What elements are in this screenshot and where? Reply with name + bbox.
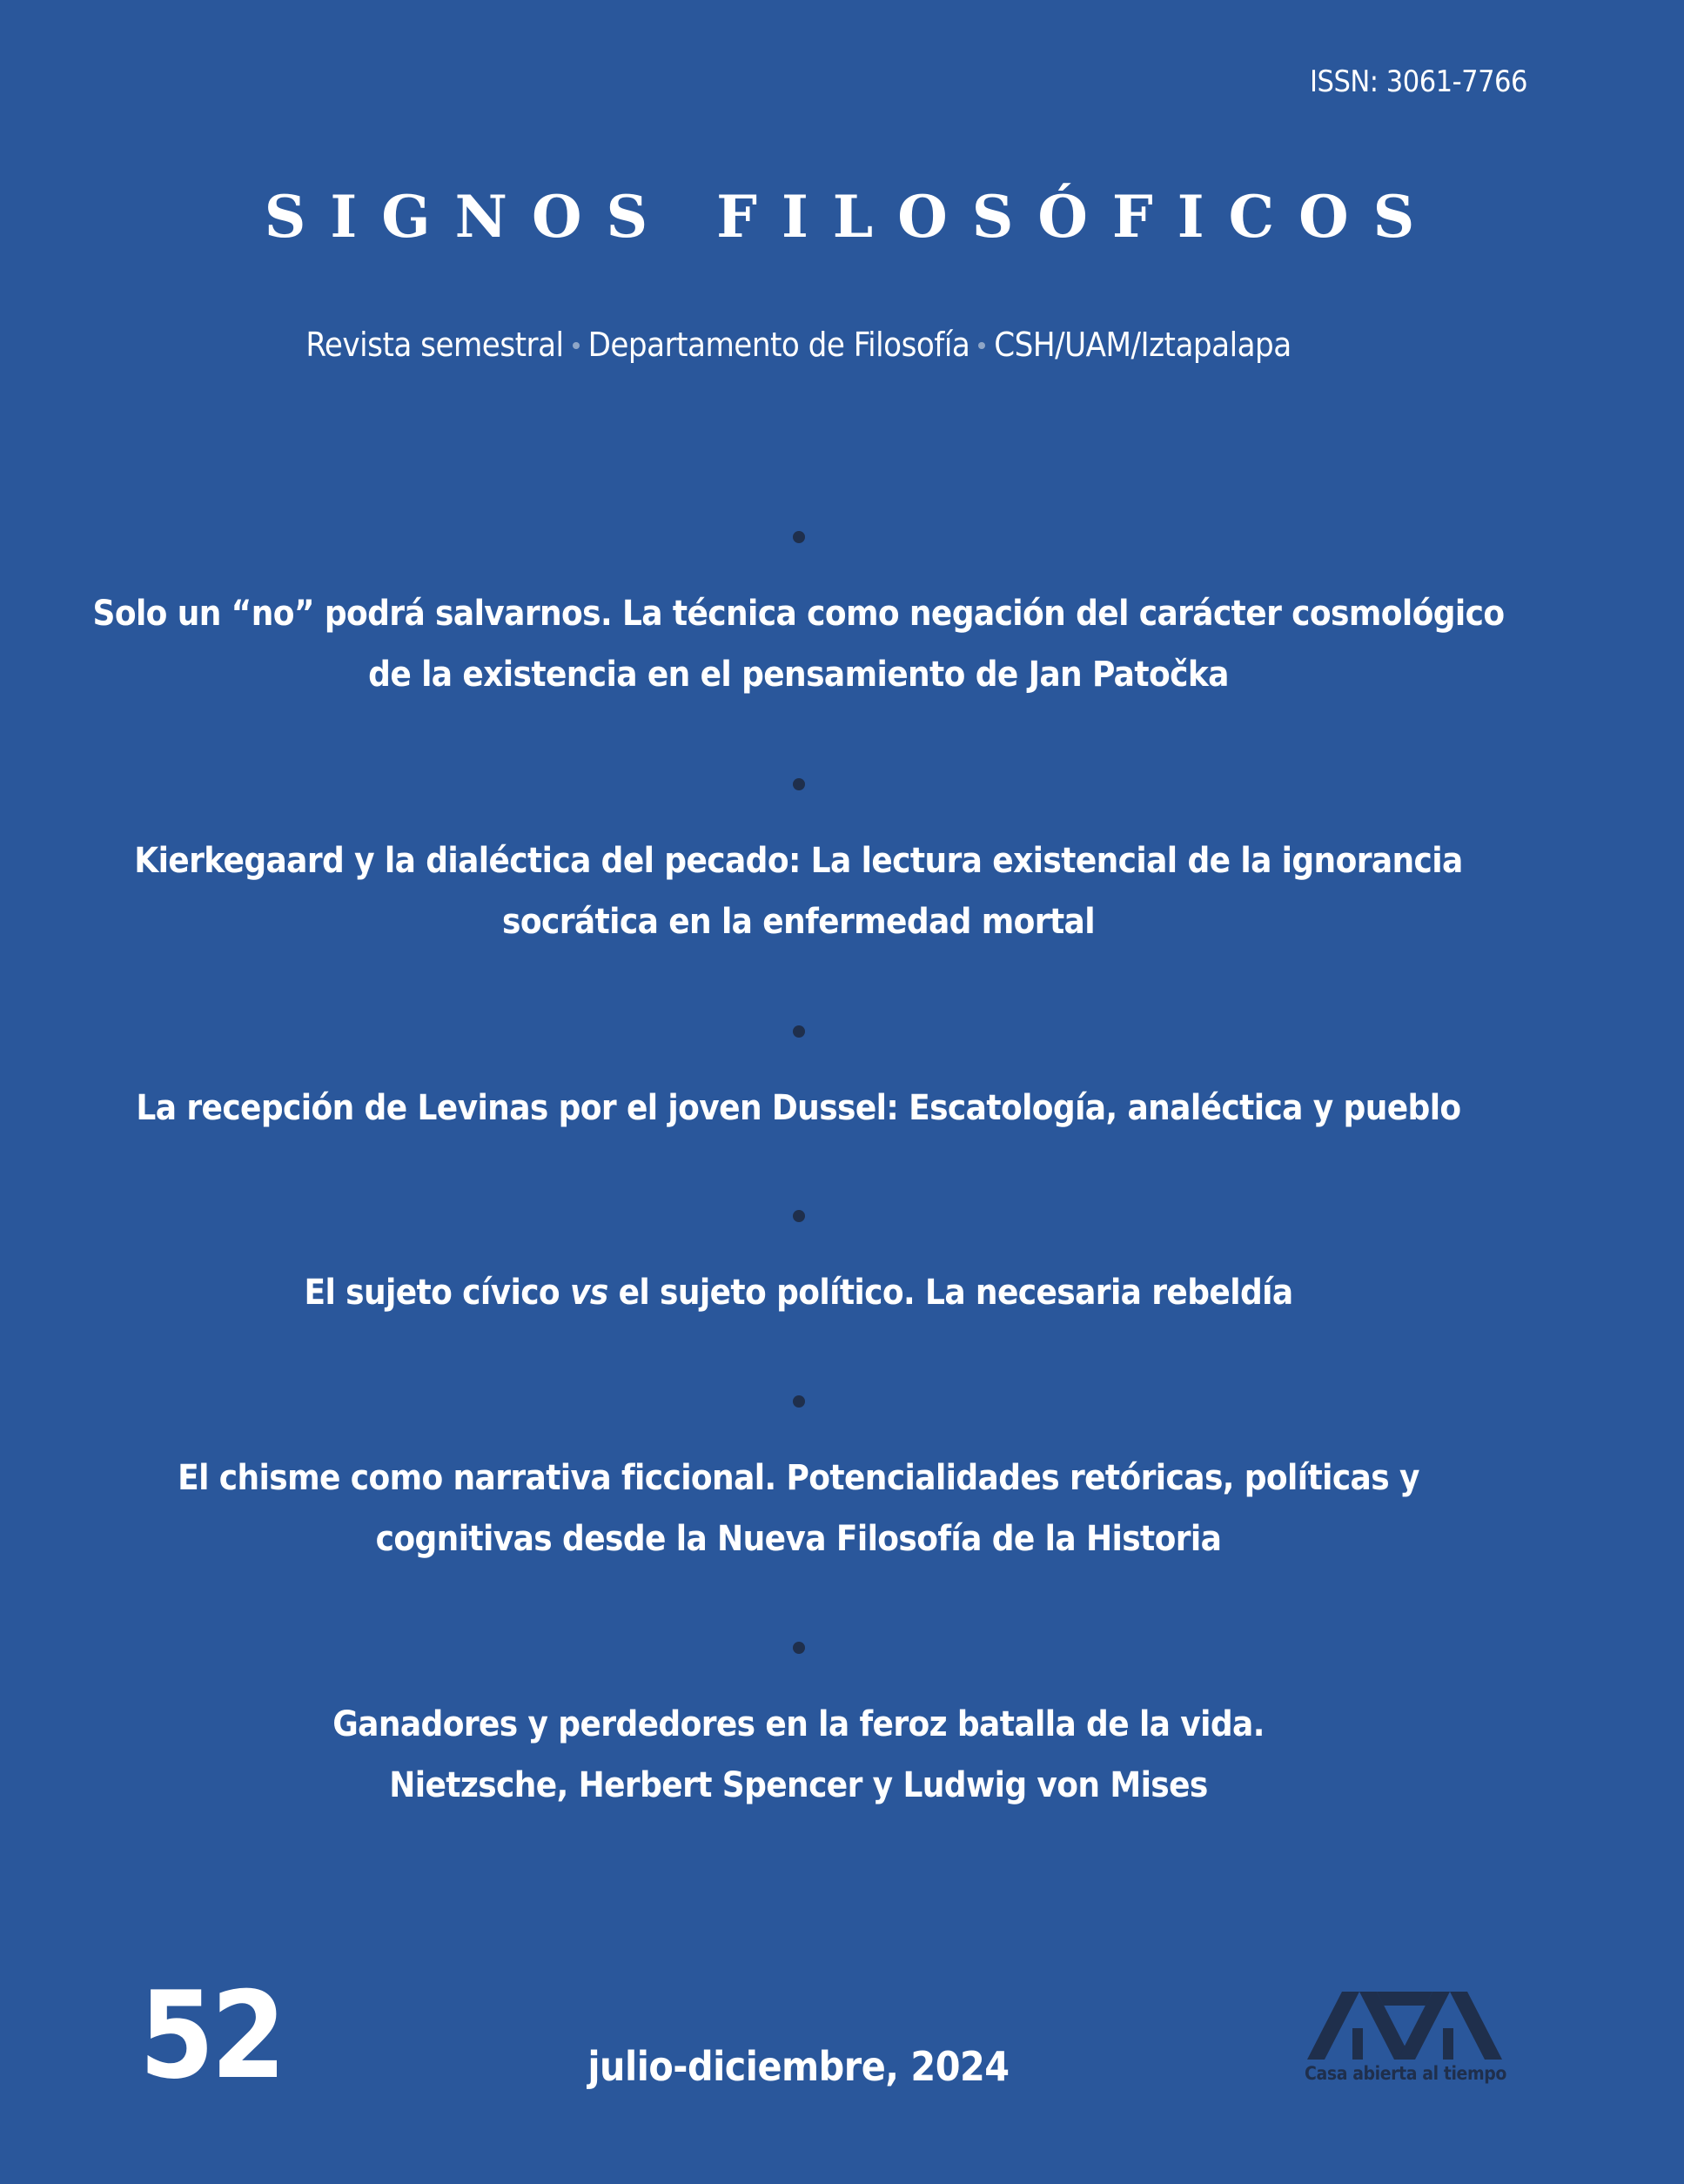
journal-title: SIGNOS FILOSÓFICOS bbox=[264, 183, 1439, 251]
issue-date: julio-diciembre, 2024 bbox=[587, 2043, 1010, 2090]
subtitle-department: Departamento de Filosofía bbox=[587, 326, 970, 364]
separator-dot-icon bbox=[978, 342, 985, 349]
article-title bbox=[0, 1078, 1597, 1139]
article-title-line: Nietzsche, Herbert Spencer y Ludwig von Mises bbox=[389, 1765, 1208, 1805]
logo-caption: Casa abierta al tiempo bbox=[1305, 2063, 1506, 2084]
separator-dot-icon bbox=[573, 342, 580, 349]
article-title bbox=[0, 1262, 1597, 1323]
article-title bbox=[0, 1694, 1597, 1816]
article-title bbox=[0, 830, 1597, 952]
article-title-line: socrática en la enfermedad mortal bbox=[502, 902, 1095, 942]
article-item bbox=[0, 778, 1597, 952]
article-item bbox=[0, 1395, 1597, 1569]
article-title-italic: vs bbox=[569, 1273, 608, 1313]
article-title-line: El chisme como narrativa ficcional. Potencialidades retóricas, políticas y bbox=[178, 1458, 1419, 1498]
subtitle-frequency: Revista semestral bbox=[305, 326, 564, 364]
bullet-icon bbox=[793, 1025, 805, 1038]
article-title bbox=[0, 583, 1597, 705]
article-title-part: El sujeto cívico bbox=[304, 1273, 570, 1313]
bullet-icon bbox=[793, 531, 805, 543]
article-item bbox=[0, 1210, 1597, 1323]
bullet-icon bbox=[793, 1210, 805, 1222]
article-title-line bbox=[0, 1262, 1597, 1323]
bullet-icon bbox=[793, 778, 805, 790]
article-title-line: Ganadores y perdedores en la feroz batalla de la vida. bbox=[332, 1704, 1265, 1744]
subtitle-institution: CSH/UAM/Iztapalapa bbox=[994, 326, 1292, 364]
article-item bbox=[0, 531, 1597, 705]
article-item bbox=[0, 1025, 1597, 1139]
bullet-icon bbox=[793, 1642, 805, 1654]
article-title bbox=[0, 1448, 1597, 1569]
article-item bbox=[0, 1642, 1597, 1816]
article-title-line: La recepción de Levinas por el joven Dussel: Escatología, analéctica y pueblo bbox=[136, 1088, 1461, 1128]
journal-subtitle bbox=[0, 326, 1597, 364]
bullet-icon bbox=[793, 1395, 805, 1408]
article-title-line: cognitivas desde la Nueva Filosofía de la Historia bbox=[375, 1519, 1222, 1559]
article-title-line: Kierkegaard y la dialéctica del pecado: La lectura existencial de la ignorancia bbox=[134, 841, 1463, 881]
article-title-line: de la existencia en el pensamiento de Jan Patočka bbox=[368, 655, 1229, 695]
article-title-part: el sujeto político. La necesaria rebeldía bbox=[607, 1273, 1293, 1313]
article-title-line: Solo un “no” podrá salvarnos. La técnica como negación del carácter cosmológico bbox=[92, 594, 1505, 634]
issn: ISSN: 3061-7766 bbox=[1310, 64, 1527, 99]
issue-number: 52 bbox=[139, 1966, 283, 2106]
